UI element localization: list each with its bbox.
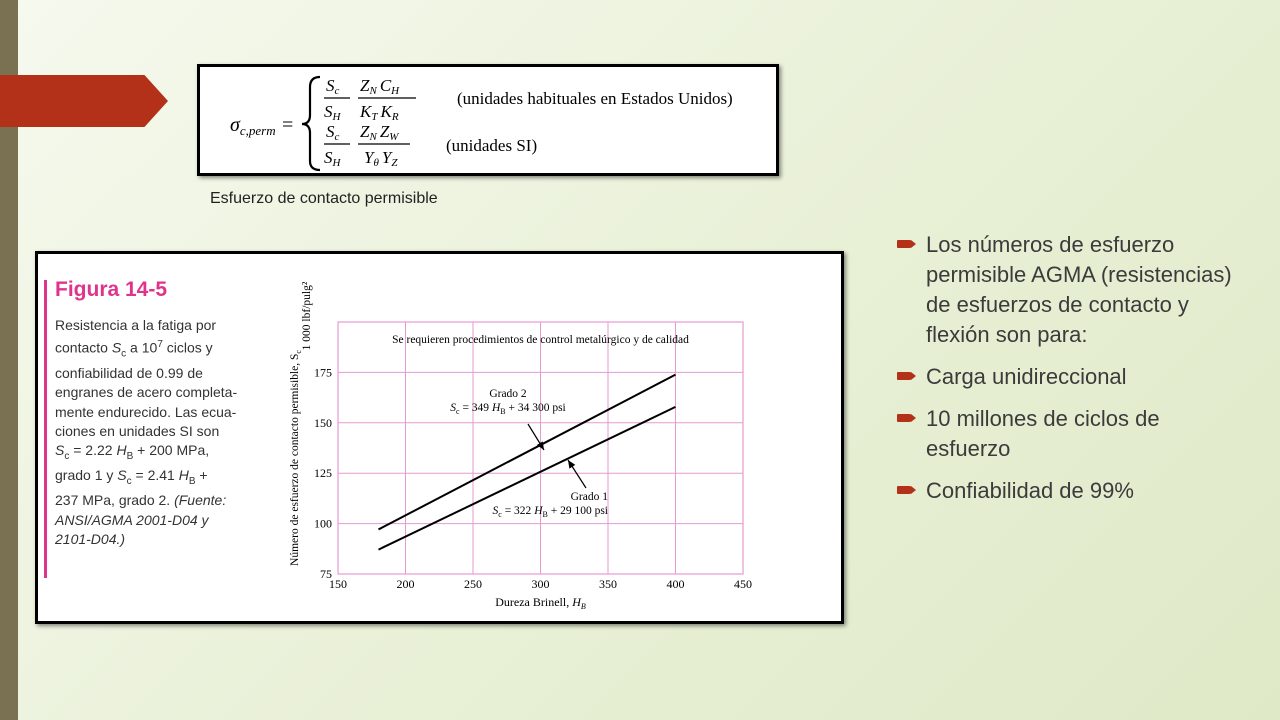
svg-text:Sc: Sc xyxy=(326,76,340,97)
y-tick-label: 75 xyxy=(320,567,332,581)
figure-title: Figura 14-5 xyxy=(55,278,168,301)
y-axis-label: Número de esfuerzo de contacto permisible, $S_c$ xyxy=(289,350,303,566)
y-axis-units: 1 000 lbf/pulg² xyxy=(301,282,313,351)
figure-accent-line xyxy=(44,280,47,578)
formula-note-si: (unidades SI) xyxy=(446,136,538,155)
bullet-arrow-icon xyxy=(897,372,911,380)
x-tick-label: 350 xyxy=(599,577,617,591)
svg-text:SH: SH xyxy=(324,148,341,169)
formula-box xyxy=(197,64,779,176)
figure-description-line: Resistencia a la fatiga por xyxy=(55,317,217,333)
series-equation-label: $S_c = 322$ $H_B + 29$ 100 psi xyxy=(492,505,608,519)
y-tick-label: 125 xyxy=(314,466,332,481)
svg-text:ZNZW: ZN ZW xyxy=(360,122,399,143)
bullet-arrow-icon xyxy=(897,486,911,494)
svg-text:KTKR: KT KR xyxy=(360,102,399,123)
fatigue-chart xyxy=(278,282,828,612)
bullet-item: Los números de esfuerzo permisible AGMA (resistencias) de esfuerzos de contacto y flexión son para: xyxy=(895,230,1235,350)
figure-description-line: grado 1 y $S_c = 2.41$ $H_B$ + xyxy=(55,467,208,488)
formula-equals: = xyxy=(282,114,294,136)
x-axis-label: Dureza Brinell, $H_B$ xyxy=(495,595,586,611)
figure-description-line: 237 MPa, grado 2. (Fuente: xyxy=(55,492,227,509)
formula-lhs: $\sigma_{c,perm}$ xyxy=(230,114,276,138)
figure-description-line: ciones en unidades SI son xyxy=(55,422,220,439)
figure-description-line: ANSI/AGMA 2001-D04 y xyxy=(55,511,209,528)
figure-description-line: confiabilidad de 0.99 de xyxy=(55,365,203,382)
x-tick-label: 150 xyxy=(329,577,347,591)
figure-description-line: mente endurecido. Las ecua- xyxy=(55,403,237,420)
formula-row-2 xyxy=(324,122,410,169)
red-arrow-shape xyxy=(0,75,168,127)
formula-brace xyxy=(302,77,320,170)
series-line xyxy=(379,407,676,550)
x-tick-label: 250 xyxy=(464,577,482,591)
series-equation-label: $S_c = 349$ $H_B + 34$ 300 psi xyxy=(450,402,566,416)
y-tick-label: 150 xyxy=(314,415,332,430)
x-tick-label: 300 xyxy=(531,577,550,591)
figure-description-line: engranes de acero completa- xyxy=(55,384,238,401)
series-name-label: Grado 1 xyxy=(570,491,608,503)
svg-text:Sc: Sc xyxy=(326,122,340,143)
formula-svg xyxy=(200,67,776,173)
formula-caption: Esfuerzo de contacto permisible xyxy=(210,190,438,207)
x-tick-label: 400 xyxy=(666,577,685,591)
figure-description-line: contacto $S_c$ a $10^7$ ciclos y xyxy=(55,339,213,360)
formula-note-us: (unidades habituales en Estados Unidos) xyxy=(457,89,733,108)
x-tick-label: 200 xyxy=(396,577,415,591)
svg-text:YθYZ: Yθ YZ xyxy=(364,148,398,169)
bullet-item: Confiabilidad de 99% xyxy=(895,476,1235,506)
figure-description xyxy=(55,316,255,549)
series-name-label: Grado 2 xyxy=(489,388,527,400)
y-tick-label: 175 xyxy=(314,365,332,380)
figure-box xyxy=(35,251,844,624)
bullet-list xyxy=(895,230,1235,518)
bullet-item: 10 millones de ciclos de esfuerzo xyxy=(895,404,1235,464)
x-tick-label: 450 xyxy=(734,577,752,591)
bullet-item: Carga unidireccional xyxy=(895,362,1235,392)
bullet-arrow-icon xyxy=(897,414,911,422)
formula-row-1 xyxy=(324,76,416,123)
annotation-arrowhead xyxy=(568,460,575,469)
figure-description-line: $S_c = 2.22$ $H_B + 200$ MPa, xyxy=(55,442,210,463)
svg-text:SH: SH xyxy=(324,102,341,123)
svg-text:ZNCH: ZN CH xyxy=(360,76,400,97)
bullet-arrow-icon xyxy=(897,240,911,248)
figure-description-line: 2101-D04.) xyxy=(55,531,126,548)
chart-title: Se requieren procedimientos de control metalúrgico y de calidad xyxy=(392,334,689,346)
y-tick-label: 100 xyxy=(314,516,332,531)
